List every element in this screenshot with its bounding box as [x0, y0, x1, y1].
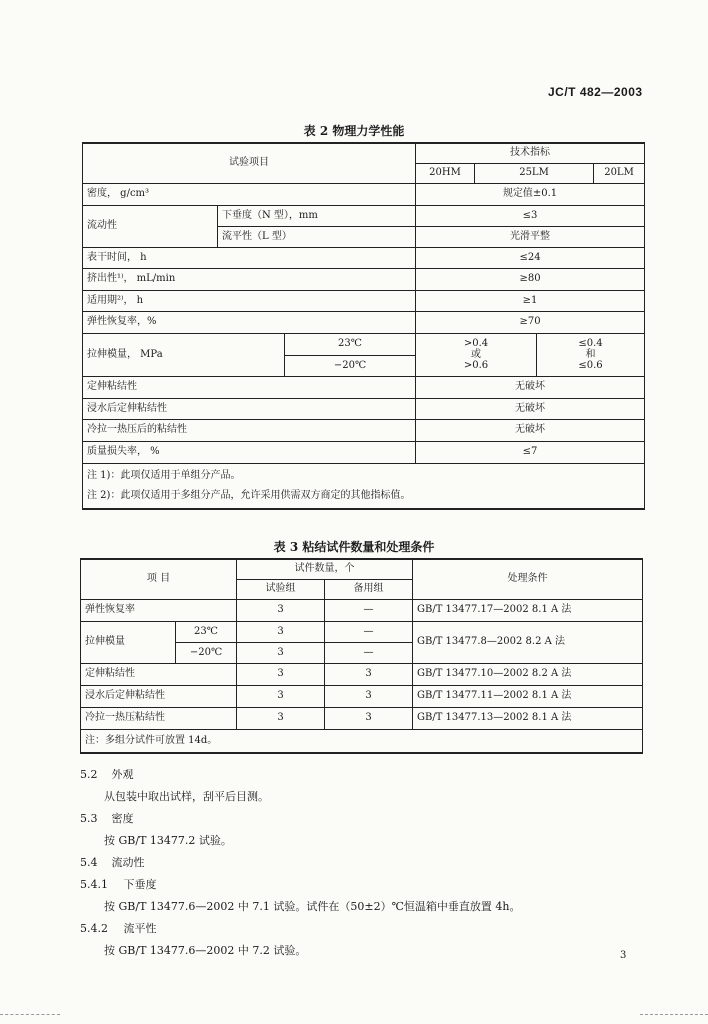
table-row: [83, 311, 645, 333]
section-5-3-heading: [80, 812, 134, 826]
table2-notes-row: [83, 463, 645, 509]
table2-value-tensile-lm: [537, 333, 645, 376]
standard-code: JC/T 482—2003: [548, 85, 643, 99]
table-row: [81, 685, 643, 707]
table3-condition-tensile: GB/T 13477.8—2002 8.2 A 法: [413, 621, 643, 663]
table-row: [83, 441, 645, 463]
table3-note-row: [81, 729, 643, 753]
section-5-3-text: 按 GB/T 13477.2 试验。: [104, 834, 232, 847]
table3-item-water-fixed-ext: 浸水后定伸粘结性: [81, 685, 237, 707]
table3-spare-elastic-recovery: —: [325, 599, 413, 621]
table-row: [81, 621, 643, 642]
table3-spare-water-fixed-ext: 3: [325, 685, 413, 707]
table3-test-cold-hot: 3: [237, 707, 325, 729]
table3-spare-tensile-m20: —: [325, 642, 413, 663]
table2-item-tensile-modulus: 拉伸模量， MPa: [83, 333, 285, 376]
section-title: 流动性: [111, 856, 145, 869]
section-5-4-2-text: 按 GB/T 13477.6—2002 中 7.2 试验。: [104, 944, 307, 957]
table2-value-fixed-ext: 无破坏: [416, 376, 645, 398]
table2-value-density: 规定值±0.1: [416, 183, 645, 205]
section-5-4-1-text: 按 GB/T 13477.6—2002 中 7.1 试验。试件在（50±2）℃恒温箱中垂直放置 4h。: [104, 900, 521, 913]
table2-physical-mechanical: [82, 142, 645, 510]
table2-item-tack-free: 表干时间， h: [83, 247, 416, 268]
section-num: 5.4.1: [80, 878, 108, 891]
table2-value-mass-loss: ≤7: [416, 441, 645, 463]
section-5-4-2-heading: [80, 922, 157, 936]
table3-temp-m20: −20℃: [176, 642, 237, 663]
table-row: [83, 376, 645, 398]
table2-caption: 表 2 物理力学性能: [303, 124, 405, 138]
page-number: 3: [620, 950, 627, 961]
table-row: [83, 398, 645, 419]
table2-item-mass-loss: 质量损失率， %: [83, 441, 416, 463]
tensile-lm-23: ≤0.4: [578, 338, 603, 349]
table2-item-water-fixed-ext: 浸水后定伸粘结性: [83, 398, 416, 419]
table3-item-cold-hot: 冷拉一热压粘结性: [81, 707, 237, 729]
tensile-hm-or: 或: [471, 349, 482, 360]
table-row: [83, 247, 645, 268]
table-row: [83, 268, 645, 290]
table2-temp-23: 23℃: [285, 333, 416, 355]
table2-head-test-item: 试验项目: [83, 143, 416, 183]
table3-item-tensile-modulus: 拉伸模量: [81, 621, 176, 663]
section-title: 密度: [111, 812, 134, 825]
table-row: [83, 205, 645, 226]
table2-grade-20lm: 20LM: [594, 163, 645, 183]
table3-temp-23: 23℃: [176, 621, 237, 642]
table2-value-water-fixed-ext: 无破坏: [416, 398, 645, 419]
table2-item-pot-life: 适用期²⁾， h: [83, 290, 416, 311]
table3-head-condition: 处理条件: [413, 559, 643, 599]
table2-item-elastic-recovery: 弹性恢复率，%: [83, 311, 416, 333]
table2-notes: [83, 463, 645, 509]
table-row: [83, 419, 645, 441]
tensile-hm-23: >0.4: [463, 338, 489, 349]
table3-test-water-fixed-ext: 3: [237, 685, 325, 707]
table2-grade-25lm: 25LM: [475, 163, 594, 183]
table2-value-sag: ≤3: [416, 205, 645, 226]
table2-item-level: 流平性（L 型）: [218, 226, 416, 247]
table2-value-level: 光滑平整: [416, 226, 645, 247]
tensile-lm-and: 和: [585, 349, 596, 360]
table2-head-tech-index: 技术指标: [416, 143, 645, 163]
section-5-2-text: 从包装中取出试样，刮平后目测。: [104, 790, 269, 803]
section-5-2-heading: [80, 768, 134, 782]
table3-test-fixed-ext: 3: [237, 663, 325, 685]
table3-spare-fixed-ext: 3: [325, 663, 413, 685]
table3-spare-tensile-23: —: [325, 621, 413, 642]
table2-value-extrudability: ≥80: [416, 268, 645, 290]
section-num: 5.3: [80, 812, 98, 825]
table3-bond-specimens: [80, 558, 643, 754]
table-row: [81, 707, 643, 729]
table3-condition-cold-hot: GB/T 13477.13—2002 8.1 A 法: [413, 707, 643, 729]
table-row: [83, 183, 645, 205]
table2-value-cold-hot: 无破坏: [416, 419, 645, 441]
section-title: 外观: [111, 768, 134, 781]
table2-item-sag: 下垂度（N 型），mm: [218, 205, 416, 226]
section-num: 5.2: [80, 768, 98, 781]
table3-head-spare-group: 备用组: [325, 579, 413, 599]
table3-head-test-group: 试验组: [237, 579, 325, 599]
table2-item-flow: 流动性: [83, 205, 218, 247]
table2-temp-m20: −20℃: [285, 355, 416, 376]
table3-spare-cold-hot: 3: [325, 707, 413, 729]
section-5-4-1-heading: [80, 878, 157, 892]
table2-note-2: 注 2)：此项仅适用于多组分产品，允许采用供需双方商定的其他指标值。: [87, 489, 411, 501]
table2-note-1: 注 1)：此项仅适用于单组分产品。: [87, 469, 241, 481]
section-title: 下垂度: [123, 878, 157, 891]
section-num: 5.4: [80, 856, 98, 869]
table-row: [81, 663, 643, 685]
table3-caption: 表 3 粘结试件数量和处理条件: [273, 540, 435, 554]
table3-condition-elastic-recovery: GB/T 13477.17—2002 8.1 A 法: [413, 599, 643, 621]
table2-value-pot-life: ≥1: [416, 290, 645, 311]
section-5-4-heading: [80, 856, 145, 870]
tensile-hm-m20: >0.6: [463, 360, 489, 371]
table2-item-density: 密度， g/cm³: [83, 183, 416, 205]
table2-item-cold-hot: 冷拉一热压后的粘结性: [83, 419, 416, 441]
table2-item-fixed-ext: 定伸粘结性: [83, 376, 416, 398]
scan-edge-right: [640, 1014, 708, 1015]
section-num: 5.4.2: [80, 922, 108, 935]
table2-grade-20hm: 20HM: [416, 163, 475, 183]
table2-item-extrudability: 挤出性¹⁾， mL/min: [83, 268, 416, 290]
table3-test-tensile-23: 3: [237, 621, 325, 642]
table-row: [83, 333, 645, 355]
table2-value-tack-free: ≤24: [416, 247, 645, 268]
tensile-lm-m20: ≤0.6: [578, 360, 603, 371]
table3-note: 注：多组分试件可放置 14d。: [81, 729, 643, 753]
table3-item-elastic-recovery: 弹性恢复率: [81, 599, 237, 621]
table-row: [83, 290, 645, 311]
scan-edge-left: [0, 1014, 60, 1015]
section-title: 流平性: [123, 922, 157, 935]
table3-condition-fixed-ext: GB/T 13477.10—2002 8.2 A 法: [413, 663, 643, 685]
table3-test-elastic-recovery: 3: [237, 599, 325, 621]
table3-head-count: 试件数量，个: [237, 559, 413, 579]
table2-value-tensile-hm: [416, 333, 537, 376]
table3-condition-water-fixed-ext: GB/T 13477.11—2002 8.1 A 法: [413, 685, 643, 707]
table3-test-tensile-m20: 3: [237, 642, 325, 663]
table-row: [81, 599, 643, 621]
table2-value-elastic-recovery: ≥70: [416, 311, 645, 333]
table3-head-item: 项 目: [81, 559, 237, 599]
table3-item-fixed-ext: 定伸粘结性: [81, 663, 237, 685]
